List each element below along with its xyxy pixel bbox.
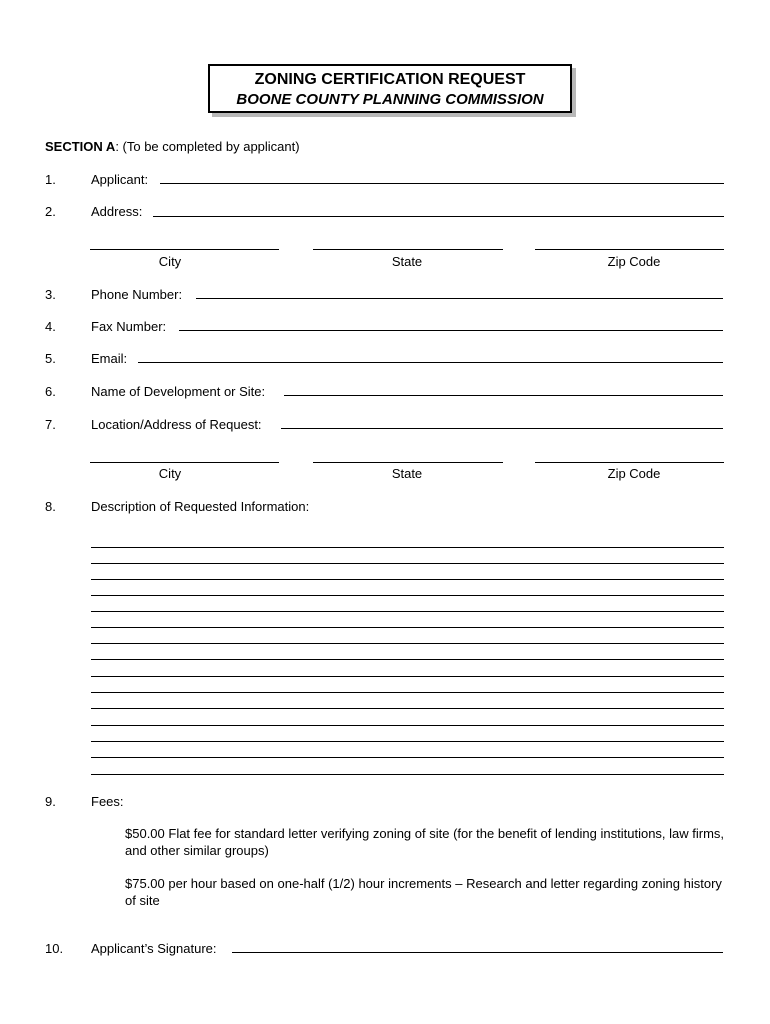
description-line[interactable] [91,563,724,564]
applicant-label: Applicant: [91,172,149,187]
email-input-line[interactable] [138,362,723,363]
location-city-line[interactable] [90,462,279,463]
fax-label: Fax Number: [91,319,167,334]
field-number-8: 8. [45,499,56,514]
description-line[interactable] [91,725,724,726]
section-a-note: : (To be completed by applicant) [115,139,300,154]
field-number-3: 3. [45,287,56,302]
form-title-box [208,64,572,113]
field-number-4: 4. [45,319,56,334]
field-number-1: 1. [45,172,56,187]
form-subtitle: BOONE COUNTY PLANNING COMMISSION [236,91,544,108]
fee-flat-text: $50.00 Flat fee for standard letter verifying zoning of site (for the benefit of lending institutions, law firms, and other similar groups) [125,826,725,858]
description-line[interactable] [91,627,724,628]
section-a-label: SECTION A [45,139,116,154]
field-number-9: 9. [45,794,56,809]
development-name-input-line[interactable] [284,395,723,396]
address-input-line[interactable] [153,216,724,217]
description-line[interactable] [91,611,724,612]
location-label: Location/Address of Request: [91,417,262,432]
applicant-input-line[interactable] [160,183,724,184]
description-label: Description of Requested Information: [91,499,310,514]
field-number-7: 7. [45,417,56,432]
fees-label: Fees: [91,794,124,809]
development-name-label: Name of Development or Site: [91,384,266,399]
address-zip-label: Zip Code [607,254,661,269]
fee-hourly-text: $75.00 per hour based on one-half (1/2) hour increments – Research and letter regarding zoning history of site [125,876,722,908]
location-input-line[interactable] [281,428,723,429]
signature-label: Applicant’s Signature: [91,941,217,956]
location-zip-label: Zip Code [607,466,661,481]
location-zip-line[interactable] [535,462,724,463]
form-title: ZONING CERTIFICATION REQUEST [254,71,526,88]
field-number-6: 6. [45,384,56,399]
address-state-line[interactable] [313,249,503,250]
description-line[interactable] [91,774,724,775]
description-line[interactable] [91,708,724,709]
field-number-10: 10. [45,941,64,956]
location-city-label: City [158,466,182,481]
phone-input-line[interactable] [196,298,723,299]
address-state-label: State [391,254,423,269]
description-line[interactable] [91,692,724,693]
location-state-line[interactable] [313,462,503,463]
description-line[interactable] [91,676,724,677]
field-number-2: 2. [45,204,56,219]
description-line[interactable] [91,643,724,644]
description-line[interactable] [91,757,724,758]
signature-input-line[interactable] [232,952,723,953]
fax-input-line[interactable] [179,330,723,331]
description-line[interactable] [91,659,724,660]
address-city-line[interactable] [90,249,279,250]
section-a-heading [45,139,300,154]
description-line[interactable] [91,741,724,742]
phone-label: Phone Number: [91,287,183,302]
description-line[interactable] [91,547,724,548]
address-city-label: City [158,254,182,269]
description-line[interactable] [91,595,724,596]
address-label: Address: [91,204,143,219]
field-number-5: 5. [45,351,56,366]
location-state-label: State [391,466,423,481]
address-zip-line[interactable] [535,249,724,250]
email-label: Email: [91,351,128,366]
description-line[interactable] [91,579,724,580]
